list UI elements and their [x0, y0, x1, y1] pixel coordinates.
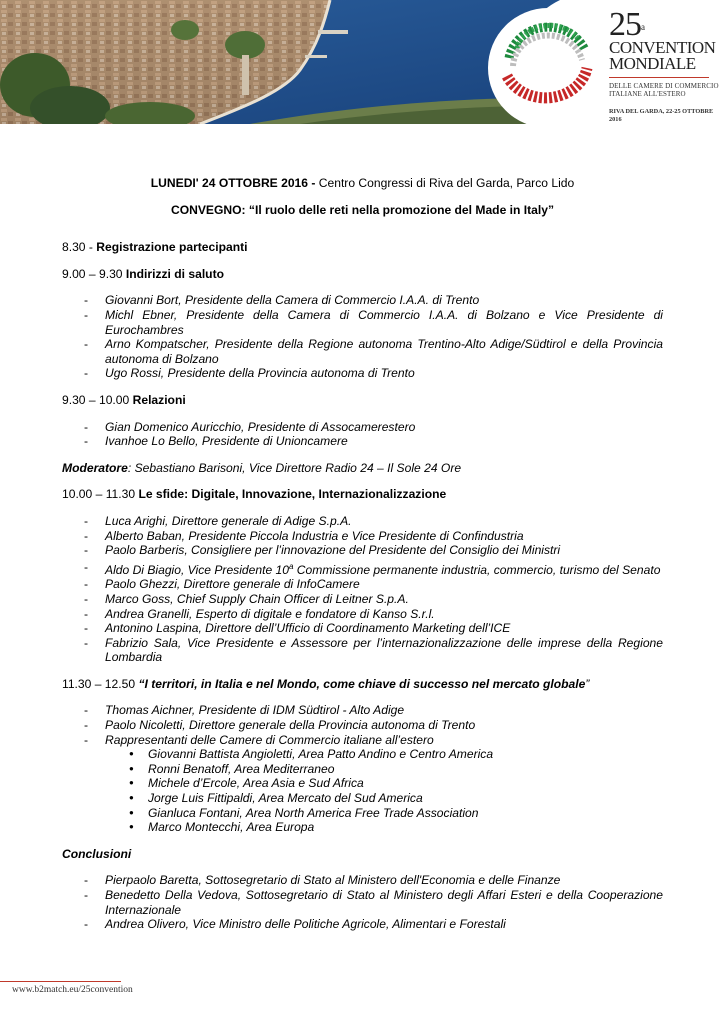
list-item: - Thomas Aichner, Presidente di IDM Südtirol - Alto Adige — [84, 703, 663, 718]
conclusions-heading: Conclusioni — [62, 846, 132, 861]
list-item: - Paolo Barberis, Consigliere per l’innovazione del Presidente del Consiglio dei Ministri — [84, 543, 663, 558]
list-item: - Marco Goss, Chief Supply Chain Officer di Leitner S.p.A. — [84, 592, 663, 607]
list-item: ● Ronni Benatoff, Area Mediterraneo — [127, 762, 663, 777]
list-item: - Andrea Granelli, Esperto di digitale e fondatore di Kanso S.r.l. — [84, 607, 663, 622]
list-item: - Paolo Nicoletti, Direttore generale della Provincia autonoma di Trento — [84, 718, 663, 733]
session-reports: 9.30 – 10.00 Relazioni — [62, 392, 186, 407]
list-item: - Antonino Laspina, Direttore dell’Ufficio di Coordinamento Marketing dell’ICE — [84, 621, 663, 636]
list-item: - Ivanhoe Lo Bello, Presidente di Unioncamere — [84, 434, 663, 449]
convention-brand — [609, 6, 721, 124]
list-item: ● Giovanni Battista Angioletti, Area Patto Andino e Centro America — [127, 747, 663, 762]
greetings-speakers — [84, 293, 663, 381]
list-item: ● Michele d’Ercole, Area Asia e Sud Africa — [127, 776, 663, 791]
session-greetings: 9.00 – 9.30 Indirizzi di saluto — [62, 266, 224, 281]
programme — [62, 176, 663, 944]
list-item: - Benedetto Della Vedova, Sottosegretario di Stato al Ministero degli Affari Esteri e della Cooperazione Internazionale — [84, 888, 663, 917]
list-item: ● Jorge Luis Fittipaldi, Area Mercato del Sud America — [127, 791, 663, 806]
list-item: - Aldo Di Biagio, Vice Presidente 10$^a$ Commissione permanente industria, commercio, turismo del Senato — [84, 560, 663, 578]
list-item: - Alberto Baban, Presidente Piccola Industria e Vice Presidente di Confindustria — [84, 529, 663, 544]
session-challenges: 10.00 – 11.30 Le sfide: Digitale, Innovazione, Internazionalizzazione — [62, 487, 447, 502]
session-registration: 8.30 - Registrazione partecipanti — [62, 240, 248, 255]
session-territories: 11.30 – 12.50 “I territori, in Italia e nel Mondo, come chiave di successo nel mercato globale” — [62, 676, 590, 691]
challenges-speakers — [84, 514, 663, 665]
list-item: ● Gianluca Fontani, Area North America Free Trade Association — [127, 806, 663, 821]
brand-line-convention: CONVENTION — [609, 38, 716, 57]
brand-line-mondiale: MONDIALE — [609, 54, 696, 73]
list-item: - Fabrizio Sala, Vice Presidente e Assessore per l’internazionalizzazione delle imprese della Regione Lombardia — [84, 636, 663, 665]
moderator-line: Moderatore: Sebastiano Barisoni, Vice Direttore Radio 24 – Il Sole 24 Ore — [62, 460, 462, 475]
territories-speakers — [84, 703, 663, 834]
list-item: - Giovanni Bort, Presidente della Camera di Commercio I.A.A. di Trento — [84, 293, 663, 308]
footer-url[interactable]: www.b2match.eu/25convention — [12, 985, 133, 995]
brand-subtitle-2: ITALIANE ALL'ESTERO — [609, 90, 686, 98]
reports-speakers — [84, 420, 663, 449]
footer-divider — [0, 981, 121, 982]
brand-date: RIVA DEL GARDA, 22-25 OTTOBRE 2016 — [609, 108, 714, 123]
brand-subtitle-1: DELLE CAMERE DI COMMERCIO — [609, 82, 719, 90]
list-item: - Gian Domenico Auricchio, Presidente di Assocamerestero — [84, 420, 663, 435]
list-item: - Arno Kompatscher, Presidente della Regione autonoma Trentino-Alto Adige/Südtirol e della Provincia autonoma di Bolzano — [84, 337, 663, 366]
event-date-line: LUNEDI' 24 OTTOBRE 2016 - Centro Congressi di Riva del Garda, Parco Lido — [150, 176, 575, 190]
list-item: - Paolo Ghezzi, Direttore generale di InfoCamere — [84, 577, 663, 592]
convegno-title: CONVEGNO: “Il ruolo delle reti nella promozione del Made in Italy” — [170, 202, 555, 217]
list-item: - Ugo Rossi, Presidente della Provincia autonoma di Trento — [84, 366, 663, 381]
list-item: ● Marco Montecchi, Area Europa — [127, 820, 663, 835]
list-item: - Andrea Olivero, Vice Ministro delle Politiche Agricole, Alimentari e Forestali — [84, 917, 663, 932]
header-banner — [0, 0, 725, 124]
list-item: - Pierpaolo Baretta, Sottosegretario di Stato al Ministero dell'Economia e delle Finanze — [84, 873, 663, 888]
chamber-representatives — [127, 747, 663, 835]
list-item: - Luca Arighi, Direttore generale di Adige S.p.A. — [84, 514, 663, 529]
list-item: - Michl Ebner, Presidente della Camera di Commercio I.A.A. di Bolzano e Vice Presidente di Eurochambres — [84, 308, 663, 337]
conclusions-speakers — [84, 873, 663, 931]
list-item: - Rappresentanti delle Camere di Commercio italiane all’estero ● Giovanni Battista Angioletti, Area Patto Andino e Centro America ● Ronni Benatoff, Area Mediterraneo ● Michele d’Ercole, Area Asia e Sud Africa ● Jorge Luis Fittipaldi, Area Mercato del Sud America ● Gianluca Fontani, Area North America Free Trade Association ● Marco Montecchi, Area Europa — [84, 733, 663, 835]
edition-number: 25$^a$ — [609, 6, 644, 43]
brand-divider — [609, 77, 709, 78]
